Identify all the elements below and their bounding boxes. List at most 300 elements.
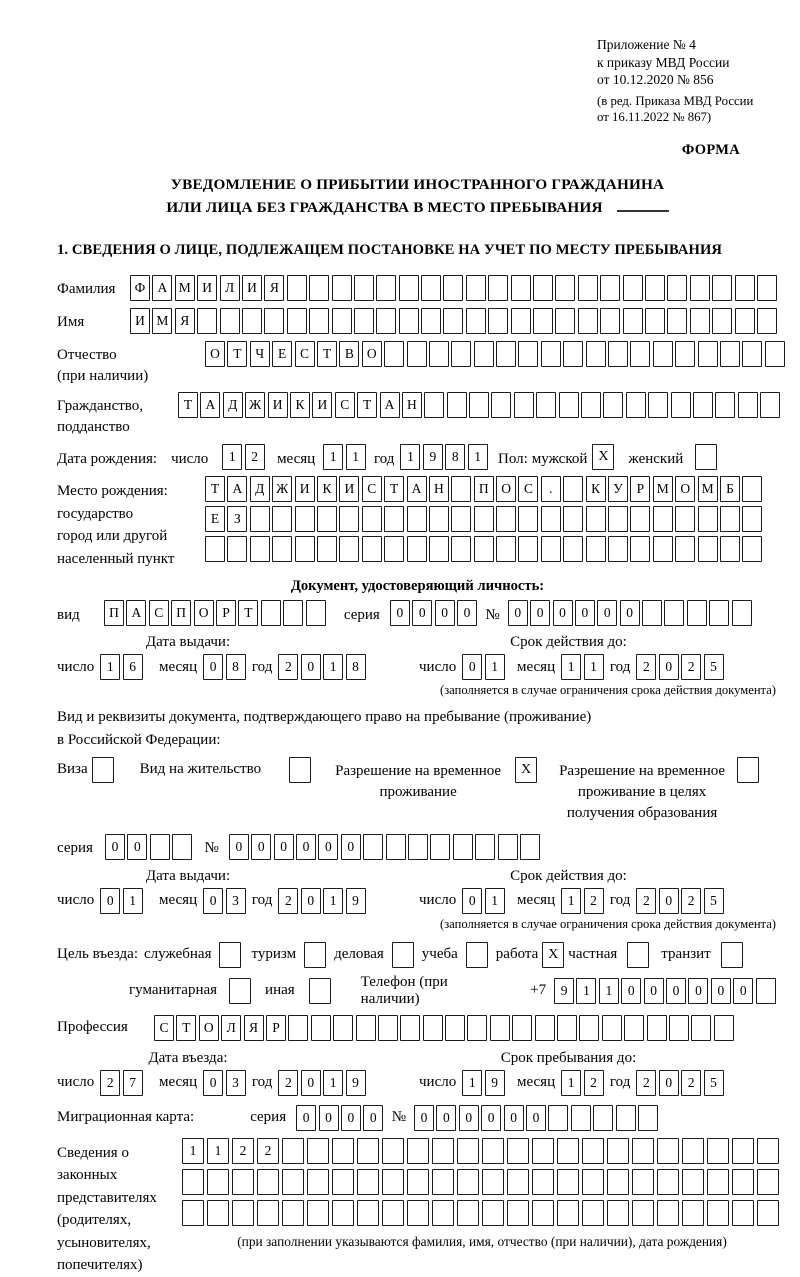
char-cell[interactable] <box>593 1105 613 1131</box>
char-cell[interactable]: 0 <box>621 978 641 1004</box>
char-cell[interactable] <box>632 1138 654 1164</box>
char-cell[interactable]: Т <box>384 476 404 502</box>
char-cell[interactable]: 0 <box>296 1105 316 1131</box>
char-cell[interactable] <box>707 1169 729 1195</box>
char-cell[interactable] <box>742 341 762 367</box>
char-cell[interactable]: П <box>104 600 124 626</box>
char-cell[interactable] <box>354 308 374 334</box>
char-cell[interactable]: А <box>407 476 427 502</box>
char-cell[interactable] <box>408 834 428 860</box>
purpose-official-checkbox[interactable] <box>219 942 241 968</box>
char-cell[interactable]: Т <box>238 600 258 626</box>
char-cell[interactable] <box>541 536 561 562</box>
char-cell[interactable] <box>333 1015 353 1041</box>
char-cell[interactable] <box>732 1169 754 1195</box>
char-cell[interactable] <box>382 1138 404 1164</box>
char-cell[interactable]: 0 <box>526 1105 546 1131</box>
char-cell[interactable]: И <box>312 392 332 418</box>
char-cell[interactable]: 1 <box>123 888 143 914</box>
char-cell[interactable] <box>378 1015 398 1041</box>
purpose-humanitarian-checkbox[interactable] <box>229 978 251 1004</box>
char-cell[interactable]: 0 <box>620 600 640 626</box>
char-cell[interactable] <box>376 308 396 334</box>
char-cell[interactable] <box>559 392 579 418</box>
char-cell[interactable]: 1 <box>182 1138 204 1164</box>
char-cell[interactable]: 1 <box>584 654 604 680</box>
char-cell[interactable] <box>738 392 758 418</box>
char-cell[interactable] <box>283 600 303 626</box>
char-cell[interactable]: 1 <box>323 1070 343 1096</box>
char-cell[interactable]: Я <box>244 1015 264 1041</box>
char-cell[interactable] <box>557 1169 579 1195</box>
char-cell[interactable] <box>447 392 467 418</box>
char-cell[interactable]: 1 <box>561 888 581 914</box>
char-cell[interactable] <box>682 1200 704 1226</box>
char-cell[interactable] <box>443 308 463 334</box>
char-cell[interactable]: С <box>149 600 169 626</box>
char-cell[interactable]: Я <box>175 308 195 334</box>
char-cell[interactable]: Е <box>205 506 225 532</box>
char-cell[interactable] <box>623 275 643 301</box>
char-cell[interactable] <box>607 1169 629 1195</box>
char-cell[interactable] <box>563 536 583 562</box>
char-cell[interactable] <box>207 1200 229 1226</box>
char-cell[interactable] <box>742 476 762 502</box>
char-cell[interactable] <box>357 1138 379 1164</box>
char-cell[interactable] <box>432 1200 454 1226</box>
char-cell[interactable]: 0 <box>203 654 223 680</box>
char-cell[interactable]: 0 <box>644 978 664 1004</box>
char-cell[interactable]: 1 <box>485 888 505 914</box>
char-cell[interactable] <box>624 1015 644 1041</box>
char-cell[interactable] <box>757 308 777 334</box>
char-cell[interactable]: Р <box>266 1015 286 1041</box>
char-cell[interactable] <box>735 308 755 334</box>
char-cell[interactable] <box>586 341 606 367</box>
char-cell[interactable] <box>150 834 170 860</box>
char-cell[interactable] <box>376 275 396 301</box>
char-cell[interactable] <box>682 1169 704 1195</box>
char-cell[interactable]: А <box>227 476 247 502</box>
char-cell[interactable]: Д <box>250 476 270 502</box>
char-cell[interactable]: И <box>130 308 150 334</box>
char-cell[interactable] <box>518 341 538 367</box>
char-cell[interactable] <box>445 1015 465 1041</box>
char-cell[interactable] <box>690 308 710 334</box>
char-cell[interactable] <box>578 308 598 334</box>
char-cell[interactable]: 0 <box>659 1070 679 1096</box>
char-cell[interactable]: 1 <box>468 444 488 470</box>
purpose-other-checkbox[interactable] <box>309 978 331 1004</box>
char-cell[interactable]: 0 <box>229 834 249 860</box>
char-cell[interactable]: 0 <box>127 834 147 860</box>
char-cell[interactable] <box>339 536 359 562</box>
char-cell[interactable] <box>332 1169 354 1195</box>
char-cell[interactable] <box>400 1015 420 1041</box>
char-cell[interactable] <box>582 1200 604 1226</box>
char-cell[interactable]: 5 <box>704 888 724 914</box>
char-cell[interactable] <box>607 1200 629 1226</box>
char-cell[interactable]: 0 <box>105 834 125 860</box>
char-cell[interactable] <box>421 275 441 301</box>
char-cell[interactable] <box>357 1169 379 1195</box>
char-cell[interactable]: 8 <box>226 654 246 680</box>
purpose-study-checkbox[interactable] <box>466 942 488 968</box>
char-cell[interactable] <box>647 1015 667 1041</box>
char-cell[interactable]: У <box>608 476 628 502</box>
char-cell[interactable]: К <box>317 476 337 502</box>
char-cell[interactable] <box>520 834 540 860</box>
char-cell[interactable]: 1 <box>485 654 505 680</box>
char-cell[interactable] <box>557 1015 577 1041</box>
char-cell[interactable]: 1 <box>561 1070 581 1096</box>
char-cell[interactable] <box>514 392 534 418</box>
char-cell[interactable]: 0 <box>414 1105 434 1131</box>
char-cell[interactable] <box>541 341 561 367</box>
char-cell[interactable] <box>511 308 531 334</box>
char-cell[interactable]: 0 <box>659 654 679 680</box>
char-cell[interactable]: 1 <box>222 444 242 470</box>
char-cell[interactable]: Т <box>176 1015 196 1041</box>
char-cell[interactable] <box>757 1169 779 1195</box>
char-cell[interactable] <box>626 392 646 418</box>
char-cell[interactable] <box>282 1138 304 1164</box>
char-cell[interactable]: 0 <box>459 1105 479 1131</box>
char-cell[interactable]: 0 <box>481 1105 501 1131</box>
char-cell[interactable]: 1 <box>323 888 343 914</box>
char-cell[interactable] <box>657 1138 679 1164</box>
char-cell[interactable] <box>475 834 495 860</box>
char-cell[interactable] <box>482 1200 504 1226</box>
char-cell[interactable] <box>732 600 752 626</box>
char-cell[interactable]: 2 <box>245 444 265 470</box>
char-cell[interactable]: Я <box>264 275 284 301</box>
char-cell[interactable] <box>407 1138 429 1164</box>
char-cell[interactable] <box>709 600 729 626</box>
char-cell[interactable] <box>616 1105 636 1131</box>
char-cell[interactable] <box>332 275 352 301</box>
char-cell[interactable]: Р <box>216 600 236 626</box>
char-cell[interactable] <box>757 275 777 301</box>
char-cell[interactable]: С <box>295 341 315 367</box>
char-cell[interactable] <box>332 1138 354 1164</box>
char-cell[interactable] <box>317 506 337 532</box>
char-cell[interactable]: 0 <box>363 1105 383 1131</box>
char-cell[interactable] <box>578 275 598 301</box>
temp-permit-checkbox[interactable]: X <box>515 757 537 783</box>
char-cell[interactable]: С <box>518 476 538 502</box>
char-cell[interactable] <box>720 536 740 562</box>
char-cell[interactable]: 0 <box>318 834 338 860</box>
temp-permit-edu-checkbox[interactable] <box>737 757 759 783</box>
char-cell[interactable]: 9 <box>485 1070 505 1096</box>
char-cell[interactable]: П <box>171 600 191 626</box>
char-cell[interactable] <box>309 275 329 301</box>
char-cell[interactable] <box>667 308 687 334</box>
char-cell[interactable] <box>272 506 292 532</box>
char-cell[interactable] <box>482 1138 504 1164</box>
char-cell[interactable] <box>581 392 601 418</box>
char-cell[interactable]: Н <box>402 392 422 418</box>
char-cell[interactable] <box>555 275 575 301</box>
char-cell[interactable] <box>407 1200 429 1226</box>
char-cell[interactable]: 8 <box>346 654 366 680</box>
char-cell[interactable] <box>675 506 695 532</box>
char-cell[interactable]: О <box>205 341 225 367</box>
char-cell[interactable]: И <box>339 476 359 502</box>
char-cell[interactable] <box>507 1138 529 1164</box>
char-cell[interactable] <box>362 506 382 532</box>
char-cell[interactable] <box>488 275 508 301</box>
char-cell[interactable]: 2 <box>636 1070 656 1096</box>
char-cell[interactable]: 0 <box>301 1070 321 1096</box>
char-cell[interactable] <box>653 506 673 532</box>
char-cell[interactable] <box>715 392 735 418</box>
char-cell[interactable]: К <box>290 392 310 418</box>
char-cell[interactable]: 2 <box>584 1070 604 1096</box>
char-cell[interactable]: 9 <box>554 978 574 1004</box>
purpose-private-checkbox[interactable] <box>627 942 649 968</box>
char-cell[interactable] <box>548 1105 568 1131</box>
char-cell[interactable]: М <box>152 308 172 334</box>
char-cell[interactable]: 2 <box>257 1138 279 1164</box>
char-cell[interactable]: О <box>675 476 695 502</box>
char-cell[interactable]: М <box>175 275 195 301</box>
char-cell[interactable] <box>451 476 471 502</box>
char-cell[interactable] <box>563 341 583 367</box>
char-cell[interactable] <box>451 341 471 367</box>
char-cell[interactable]: Ж <box>245 392 265 418</box>
purpose-business-checkbox[interactable] <box>392 942 414 968</box>
char-cell[interactable]: 7 <box>123 1070 143 1096</box>
char-cell[interactable] <box>714 1015 734 1041</box>
char-cell[interactable] <box>257 1169 279 1195</box>
char-cell[interactable]: 2 <box>278 1070 298 1096</box>
char-cell[interactable]: П <box>474 476 494 502</box>
char-cell[interactable] <box>630 341 650 367</box>
char-cell[interactable]: 8 <box>445 444 465 470</box>
char-cell[interactable] <box>563 476 583 502</box>
visa-checkbox[interactable] <box>92 757 114 783</box>
char-cell[interactable] <box>630 506 650 532</box>
char-cell[interactable]: 0 <box>301 888 321 914</box>
char-cell[interactable]: . <box>541 476 561 502</box>
char-cell[interactable] <box>557 1138 579 1164</box>
char-cell[interactable] <box>557 1200 579 1226</box>
char-cell[interactable] <box>687 600 707 626</box>
char-cell[interactable] <box>287 308 307 334</box>
purpose-tourism-checkbox[interactable] <box>304 942 326 968</box>
char-cell[interactable] <box>430 834 450 860</box>
char-cell[interactable]: 3 <box>226 888 246 914</box>
char-cell[interactable] <box>518 536 538 562</box>
char-cell[interactable] <box>457 1138 479 1164</box>
char-cell[interactable] <box>579 1015 599 1041</box>
char-cell[interactable] <box>220 308 240 334</box>
char-cell[interactable] <box>669 1015 689 1041</box>
char-cell[interactable] <box>182 1200 204 1226</box>
char-cell[interactable] <box>632 1169 654 1195</box>
char-cell[interactable]: 0 <box>341 834 361 860</box>
char-cell[interactable]: 0 <box>462 888 482 914</box>
char-cell[interactable] <box>287 275 307 301</box>
char-cell[interactable] <box>432 1169 454 1195</box>
purpose-work-checkbox[interactable]: X <box>542 942 564 968</box>
char-cell[interactable] <box>693 392 713 418</box>
char-cell[interactable] <box>690 275 710 301</box>
char-cell[interactable] <box>735 275 755 301</box>
char-cell[interactable]: 0 <box>412 600 432 626</box>
char-cell[interactable] <box>600 275 620 301</box>
char-cell[interactable] <box>407 1169 429 1195</box>
char-cell[interactable] <box>698 536 718 562</box>
male-checkbox[interactable]: X <box>592 444 614 470</box>
char-cell[interactable] <box>645 275 665 301</box>
char-cell[interactable] <box>535 1015 555 1041</box>
char-cell[interactable]: 2 <box>278 654 298 680</box>
char-cell[interactable] <box>429 536 449 562</box>
char-cell[interactable]: 1 <box>323 654 343 680</box>
char-cell[interactable] <box>424 392 444 418</box>
char-cell[interactable]: 2 <box>278 888 298 914</box>
char-cell[interactable]: О <box>194 600 214 626</box>
char-cell[interactable] <box>664 600 684 626</box>
char-cell[interactable]: 1 <box>207 1138 229 1164</box>
char-cell[interactable] <box>532 1200 554 1226</box>
char-cell[interactable]: 2 <box>681 1070 701 1096</box>
char-cell[interactable]: 0 <box>733 978 753 1004</box>
char-cell[interactable] <box>657 1200 679 1226</box>
char-cell[interactable]: С <box>335 392 355 418</box>
char-cell[interactable] <box>732 1200 754 1226</box>
char-cell[interactable] <box>457 1200 479 1226</box>
char-cell[interactable]: 0 <box>504 1105 524 1131</box>
char-cell[interactable]: 0 <box>597 600 617 626</box>
char-cell[interactable]: Ч <box>250 341 270 367</box>
char-cell[interactable]: 0 <box>251 834 271 860</box>
char-cell[interactable] <box>469 392 489 418</box>
char-cell[interactable] <box>288 1015 308 1041</box>
char-cell[interactable] <box>571 1105 591 1131</box>
char-cell[interactable] <box>474 506 494 532</box>
char-cell[interactable] <box>257 1200 279 1226</box>
char-cell[interactable]: М <box>653 476 673 502</box>
char-cell[interactable] <box>760 392 780 418</box>
char-cell[interactable]: 0 <box>462 654 482 680</box>
char-cell[interactable] <box>457 1169 479 1195</box>
char-cell[interactable] <box>555 308 575 334</box>
char-cell[interactable] <box>205 536 225 562</box>
char-cell[interactable]: 0 <box>530 600 550 626</box>
char-cell[interactable]: 9 <box>346 1070 366 1096</box>
char-cell[interactable] <box>541 506 561 532</box>
char-cell[interactable]: 1 <box>576 978 596 1004</box>
char-cell[interactable] <box>707 1200 729 1226</box>
char-cell[interactable]: Р <box>630 476 650 502</box>
char-cell[interactable] <box>498 834 518 860</box>
char-cell[interactable] <box>511 275 531 301</box>
char-cell[interactable]: 0 <box>341 1105 361 1131</box>
char-cell[interactable] <box>423 1015 443 1041</box>
char-cell[interactable]: 0 <box>508 600 528 626</box>
char-cell[interactable] <box>756 978 776 1004</box>
char-cell[interactable]: Ж <box>272 476 292 502</box>
char-cell[interactable] <box>357 1200 379 1226</box>
char-cell[interactable]: 1 <box>400 444 420 470</box>
char-cell[interactable] <box>533 275 553 301</box>
char-cell[interactable] <box>632 1200 654 1226</box>
char-cell[interactable] <box>309 308 329 334</box>
char-cell[interactable] <box>512 1015 532 1041</box>
char-cell[interactable]: 5 <box>704 654 724 680</box>
char-cell[interactable] <box>638 1105 658 1131</box>
char-cell[interactable] <box>363 834 383 860</box>
char-cell[interactable]: 0 <box>274 834 294 860</box>
char-cell[interactable]: А <box>126 600 146 626</box>
char-cell[interactable]: К <box>586 476 606 502</box>
char-cell[interactable] <box>307 1138 329 1164</box>
char-cell[interactable] <box>757 1200 779 1226</box>
char-cell[interactable]: Т <box>317 341 337 367</box>
char-cell[interactable] <box>675 536 695 562</box>
char-cell[interactable] <box>382 1169 404 1195</box>
char-cell[interactable] <box>496 506 516 532</box>
char-cell[interactable]: О <box>362 341 382 367</box>
char-cell[interactable]: Е <box>272 341 292 367</box>
char-cell[interactable]: Т <box>227 341 247 367</box>
char-cell[interactable] <box>182 1169 204 1195</box>
char-cell[interactable] <box>362 536 382 562</box>
char-cell[interactable] <box>386 834 406 860</box>
char-cell[interactable]: 0 <box>688 978 708 1004</box>
char-cell[interactable] <box>671 392 691 418</box>
char-cell[interactable]: С <box>154 1015 174 1041</box>
char-cell[interactable] <box>407 341 427 367</box>
char-cell[interactable]: О <box>496 476 516 502</box>
char-cell[interactable] <box>384 536 404 562</box>
char-cell[interactable] <box>282 1169 304 1195</box>
char-cell[interactable] <box>429 341 449 367</box>
char-cell[interactable] <box>707 1138 729 1164</box>
char-cell[interactable] <box>282 1200 304 1226</box>
char-cell[interactable]: 1 <box>346 444 366 470</box>
char-cell[interactable] <box>712 275 732 301</box>
char-cell[interactable] <box>488 308 508 334</box>
char-cell[interactable] <box>306 600 326 626</box>
char-cell[interactable] <box>339 506 359 532</box>
char-cell[interactable] <box>682 1138 704 1164</box>
char-cell[interactable]: 5 <box>704 1070 724 1096</box>
char-cell[interactable] <box>582 1138 604 1164</box>
char-cell[interactable]: З <box>227 506 247 532</box>
char-cell[interactable] <box>698 341 718 367</box>
char-cell[interactable]: 1 <box>323 444 343 470</box>
char-cell[interactable] <box>232 1200 254 1226</box>
char-cell[interactable] <box>356 1015 376 1041</box>
char-cell[interactable]: О <box>199 1015 219 1041</box>
char-cell[interactable]: Т <box>357 392 377 418</box>
char-cell[interactable]: М <box>698 476 718 502</box>
char-cell[interactable]: 1 <box>100 654 120 680</box>
char-cell[interactable] <box>496 536 516 562</box>
char-cell[interactable] <box>295 506 315 532</box>
char-cell[interactable] <box>384 341 404 367</box>
char-cell[interactable] <box>533 308 553 334</box>
char-cell[interactable] <box>307 1169 329 1195</box>
char-cell[interactable] <box>532 1169 554 1195</box>
char-cell[interactable] <box>608 506 628 532</box>
char-cell[interactable] <box>421 308 441 334</box>
